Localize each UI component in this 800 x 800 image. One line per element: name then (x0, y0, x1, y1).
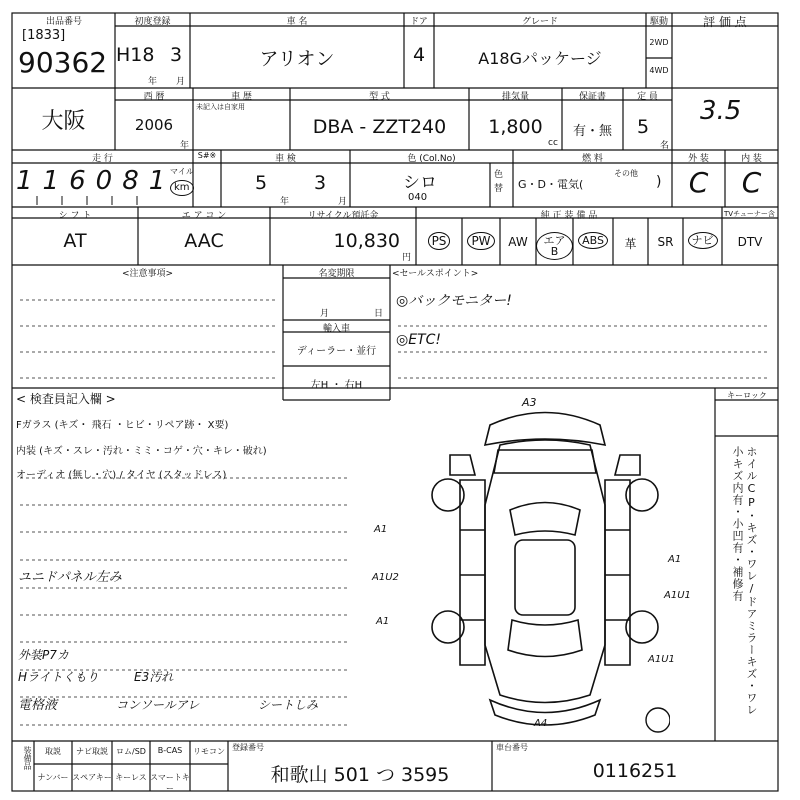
glass-line: Fガラス (キズ・ 飛石 ・ヒビ・リペア跡・ X要) (16, 420, 229, 431)
import-label: 輸入車 (322, 324, 350, 334)
western-year: 2006 (134, 116, 174, 134)
first-reg-month: 3 (170, 44, 183, 66)
first-reg-era: H18 (116, 44, 155, 66)
recycle-label: リサイクル預託金 (307, 211, 379, 221)
cc-unit: cc (548, 138, 558, 148)
location: 大阪 (41, 109, 86, 134)
plate-number: 和歌山 501 つ 3595 (270, 764, 450, 786)
mileage (16, 166, 175, 196)
dealer-label: ディーラー・並行 (296, 346, 377, 357)
warranty-label: 保証書 (578, 92, 606, 102)
score: 3.5 (700, 96, 742, 126)
equip-abs: ABS (578, 232, 608, 249)
mileage-digit: 6 (69, 166, 96, 196)
chassis-label: 車台番号 (496, 743, 528, 752)
western-year-label: 西 暦 (143, 92, 165, 102)
drive-label: 駆動 (649, 17, 668, 27)
equip-sr: SR (657, 235, 674, 249)
mile-label: マイル (170, 167, 194, 176)
keylock-label: キーロック (727, 391, 767, 400)
side-condition-text: ホイルCP・キズ・ワレ/ドアミラーキズ・ワレ 小キズ内有・小凹有・補修有 (731, 446, 758, 716)
inspection-label: 車 検 (275, 154, 296, 164)
footer-bcas: B-CAS (157, 746, 183, 755)
car-damage-diagram (420, 395, 670, 740)
fuel-other: その他 (614, 169, 638, 178)
first-reg-label: 初度登録 (134, 17, 171, 27)
footer-rom-sd: ロム/SD (116, 747, 146, 756)
capacity: 5 (636, 116, 650, 138)
deadline-label: 名変期限 (318, 269, 355, 279)
mileage-label: 走 行 (92, 154, 113, 164)
inspection-title: < 検査員記入欄 > (16, 392, 116, 406)
damage-mark: A1 (374, 524, 388, 535)
equip-aw: AW (508, 235, 528, 249)
equipment-label: 純 正 装 備 品 (540, 211, 598, 221)
color-code: 040 (408, 192, 428, 203)
drive-2wd: 2WD (649, 38, 669, 47)
lot-label: 出品番号 (45, 17, 82, 27)
sales-label: <セールスポイント> (392, 269, 479, 279)
displacement-label: 排気量 (501, 92, 529, 102)
equip-ps: PS (428, 232, 451, 250)
equip-dtv: DTV (737, 235, 763, 249)
warranty: 有・無 (572, 124, 612, 139)
plate-label: 登録番号 (232, 743, 264, 752)
model-code: DBA - ZZT240 (312, 116, 447, 138)
mileage-digit: 8 (122, 166, 149, 196)
km-label: km (170, 180, 194, 196)
fuel-label: 燃 料 (582, 154, 603, 164)
tv-tuner-label: TVチューナー含 (724, 210, 775, 218)
yen-unit: 円 (402, 253, 412, 263)
model-label: 型 式 (369, 92, 390, 102)
equip-airbag: エアB (536, 232, 573, 260)
car-name-label: 車 名 (286, 17, 308, 27)
inspection-month-unit: 月 (338, 197, 348, 207)
tampered-label: S#※ (197, 151, 217, 160)
first-reg-year-unit: 年 (148, 77, 158, 87)
handwritten-note: コンソールアレ (116, 698, 200, 712)
displacement: 1,800 (488, 116, 543, 138)
inspection-year-unit: 年 (280, 197, 290, 207)
footer-spare-key: スペアキー (72, 773, 112, 782)
sales-point: ◎バックモニター! (396, 293, 512, 309)
damage-mark: A1 (668, 554, 682, 565)
recycle-fee: 10,830 (333, 230, 400, 252)
interior-condition-line: 内装 (キズ・スレ・汚れ・ミミ・コゲ・穴・キレ・破れ) (16, 446, 267, 457)
footer-equipment-marker: 装備品 (23, 746, 32, 770)
ac: AAC (184, 230, 224, 252)
handwritten-note: Hライトくもり (18, 670, 99, 684)
drive-4wd: 4WD (649, 66, 669, 75)
mileage-digit: 1 (42, 166, 70, 196)
interior-grade: C (741, 166, 762, 199)
lot-number: 90362 (18, 46, 108, 79)
color-label: 色 (Col.No) (407, 154, 456, 164)
chassis-number: 0116251 (592, 760, 678, 782)
handwritten-note: シートしみ (258, 698, 319, 712)
inspection-year: 5 (255, 172, 268, 194)
damage-mark: A1 (376, 616, 390, 627)
mileage-digit: 1 (148, 166, 176, 196)
caution-label: <注意事項> (121, 269, 174, 279)
footer-number: ナンバー (37, 773, 69, 782)
footer-keyless: キーレス (115, 773, 147, 782)
damage-mark: A1U1 (664, 590, 691, 601)
exterior-label: 外 装 (688, 154, 709, 164)
inspection-month: 3 (314, 172, 327, 194)
damage-mark: A1U1 (648, 654, 675, 665)
shift: AT (63, 230, 87, 252)
equip-leather: 革 (624, 237, 637, 251)
steering-label: 左H ・ 右H (310, 380, 363, 391)
deadline-day: 日 (374, 309, 384, 319)
handwritten-note: 電格液 (18, 698, 58, 713)
fuel-close: ) (656, 174, 662, 190)
interior-label: 内 装 (741, 154, 762, 164)
history-label: 車 歴 (231, 92, 252, 102)
audio-tire-line: オーディオ (無し・穴) / タイヤ (スタッドレス) (16, 470, 227, 481)
ac-label: エ ア コ ン (181, 211, 227, 221)
car-name: アリオン (259, 48, 335, 70)
grade-label: グレード (521, 17, 558, 27)
footer-smart-key: スマートキー (150, 773, 190, 793)
sales-point: ◎ETC! (396, 332, 442, 348)
score-label: 評 価 点 (703, 15, 747, 29)
damage-mark: A4 (534, 718, 548, 729)
door-label: ドア (410, 17, 428, 27)
lot-code: [1833] (22, 28, 66, 43)
grade: A18Gパッケージ (478, 49, 602, 68)
damage-mark: A1U2 (372, 572, 399, 583)
footer-remote: リモコン (193, 747, 225, 756)
color-change-label: 色替 (494, 170, 504, 194)
handwritten-note: ユニドパネル左み (18, 570, 122, 585)
handwritten-note: 外装P7カ (18, 648, 69, 662)
door-count: 4 (412, 44, 426, 66)
western-year-unit: 年 (180, 141, 190, 151)
mileage-digit: 0 (95, 166, 123, 196)
deadline-month: 月 (320, 309, 330, 319)
capacity-label: 定 員 (637, 92, 658, 102)
damage-mark: A3 (522, 396, 537, 409)
equip-pw: PW (467, 232, 494, 250)
footer-manual: 取説 (45, 747, 61, 756)
capacity-unit: 名 (660, 141, 670, 151)
first-reg-month-unit: 月 (176, 77, 186, 87)
color: シロ (403, 173, 437, 193)
exterior-grade: C (688, 166, 709, 199)
footer-navi-manual: ナビ取説 (76, 747, 108, 756)
shift-label: シ フ ト (58, 211, 92, 221)
equip-navi: ナビ (688, 232, 718, 249)
fuel-options: G・D・電気( (518, 178, 584, 191)
handwritten-note: E3汚れ (134, 670, 174, 684)
history-note: 未記入は自家用 (196, 103, 245, 111)
mileage-digit: 1 (16, 166, 43, 196)
